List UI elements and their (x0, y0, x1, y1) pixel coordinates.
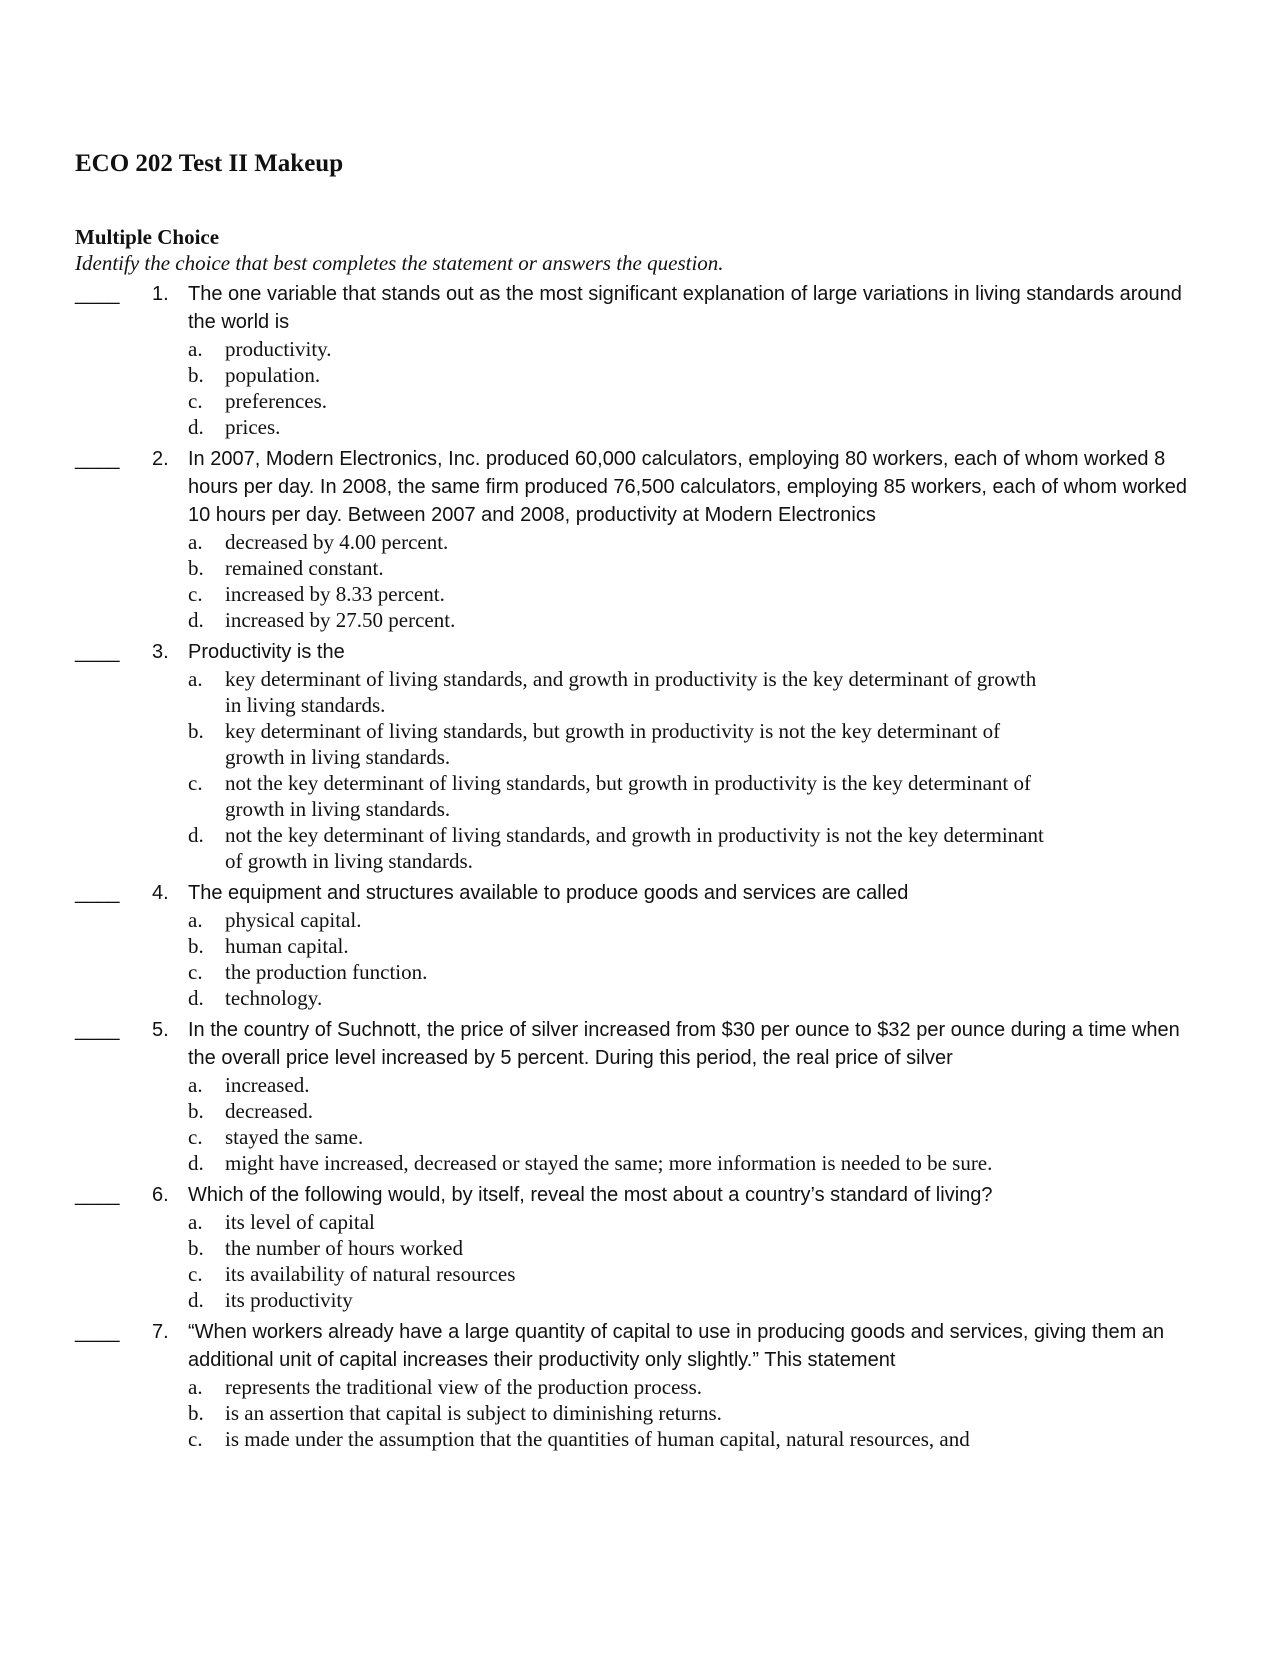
choice-list (0, 529, 1280, 633)
question-number: 7. (152, 1321, 169, 1343)
choice-list (0, 336, 1280, 440)
choice-text: the production function. (225, 960, 428, 984)
question-5 (0, 1016, 1280, 1176)
choice-item (188, 1209, 1280, 1235)
choice-item (188, 1287, 1280, 1313)
choice-item (188, 1150, 1280, 1176)
choice-list (0, 666, 1280, 874)
choice-text: remained constant. (225, 556, 384, 580)
choice-list (0, 1209, 1280, 1313)
choice-letter: b. (188, 363, 204, 387)
choice-text: technology. (225, 986, 323, 1010)
choice-item (188, 1261, 1280, 1287)
choice-text: physical capital. (225, 908, 362, 932)
choice-text: prices. (225, 415, 281, 439)
choice-item (188, 1426, 1280, 1452)
question-2 (0, 445, 1280, 633)
question-stem: In 2007, Modern Electronics, Inc. produced 60,000 calculators, employing 80 workers, each of whom worked 8 hours per day. In 2008, the same firm produced 76,500 calculators, employing 85 workers, each of whom worked 10 hours per day. Between 2007 and 2008, productivity at Modern Electronics (188, 448, 1188, 526)
section-instructions: Identify the choice that best completes the statement or answers the question. (75, 251, 724, 275)
choice-letter: b. (188, 1236, 204, 1260)
choice-letter: d. (188, 986, 204, 1010)
choice-item (188, 362, 1280, 388)
answer-blank[interactable]: ____ (75, 1321, 120, 1343)
choice-item (188, 581, 1280, 607)
choice-text: its productivity (225, 1288, 353, 1312)
choice-text: is an assertion that capital is subject to diminishing returns. (225, 1401, 722, 1425)
choice-item (188, 388, 1280, 414)
choice-text: not the key determinant of living standards, but growth in productivity is the key determinant of growth in living standards. (225, 771, 1031, 821)
choice-text: the number of hours worked (225, 1236, 463, 1260)
choice-text: stayed the same. (225, 1125, 364, 1149)
choice-text: increased by 8.33 percent. (225, 582, 445, 606)
question-stem: Which of the following would, by itself, reveal the most about a country’s standard of living? (188, 1184, 993, 1206)
question-stem: In the country of Suchnott, the price of silver increased from $30 per ounce to $32 per ounce during a time when the overall price level increased by 5 percent. During this period, the real price of silver (188, 1019, 1180, 1069)
choice-letter: c. (188, 1262, 203, 1286)
question-number: 6. (152, 1184, 169, 1206)
choice-item (188, 1072, 1280, 1098)
answer-blank[interactable]: ____ (75, 641, 120, 663)
choice-item (188, 822, 1280, 874)
choice-letter: c. (188, 1125, 203, 1149)
choice-letter: c. (188, 960, 203, 984)
question-6 (0, 1181, 1280, 1313)
choice-item (188, 1124, 1280, 1150)
choice-text: key determinant of living standards, but growth in productivity is not the key determinant of growth in living standards. (225, 719, 1001, 769)
choice-item (188, 529, 1280, 555)
choice-text: not the key determinant of living standards, and growth in productivity is not the key determinant of growth in living standards. (225, 823, 1044, 873)
choice-letter: b. (188, 934, 204, 958)
choice-item (188, 555, 1280, 581)
choice-text: preferences. (225, 389, 328, 413)
choice-letter: a. (188, 667, 203, 691)
choice-letter: d. (188, 415, 204, 439)
choice-letter: c. (188, 1427, 203, 1451)
question-stem: “When workers already have a large quantity of capital to use in producing goods and services, giving them an additional unit of capital increases their productivity only slightly.” This statement (188, 1321, 1165, 1371)
choice-letter: b. (188, 1099, 204, 1123)
choice-letter: a. (188, 1375, 203, 1399)
answer-blank[interactable]: ____ (75, 448, 120, 470)
choice-item (188, 414, 1280, 440)
choice-item (188, 770, 1280, 822)
question-stem: Productivity is the (188, 641, 345, 663)
choice-letter: b. (188, 719, 204, 743)
choice-item (188, 907, 1280, 933)
choice-list (0, 1374, 1280, 1452)
question-4 (0, 879, 1280, 1011)
choice-letter: a. (188, 530, 203, 554)
answer-blank[interactable]: ____ (75, 882, 120, 904)
choice-text: represents the traditional view of the production process. (225, 1375, 703, 1399)
choice-item (188, 1235, 1280, 1261)
choice-text: its availability of natural resources (225, 1262, 516, 1286)
choice-letter: d. (188, 1288, 204, 1312)
choice-item (188, 666, 1280, 718)
choice-list (0, 907, 1280, 1011)
question-stem: The one variable that stands out as the most significant explanation of large variations in living standards around the world is (188, 283, 1182, 333)
choice-item (188, 933, 1280, 959)
choice-item (188, 985, 1280, 1011)
answer-blank[interactable]: ____ (75, 283, 120, 305)
choice-text: increased by 27.50 percent. (225, 608, 456, 632)
choice-letter: b. (188, 556, 204, 580)
question-1 (0, 280, 1280, 440)
question-number: 1. (152, 283, 169, 305)
choice-text: population. (225, 363, 321, 387)
question-number: 5. (152, 1019, 169, 1041)
choice-text: is made under the assumption that the quantities of human capital, natural resources, and (225, 1427, 970, 1451)
choice-letter: c. (188, 389, 203, 413)
question-3 (0, 638, 1280, 874)
choice-item (188, 1374, 1280, 1400)
choice-letter: d. (188, 608, 204, 632)
question-number: 2. (152, 448, 169, 470)
choice-letter: d. (188, 823, 204, 847)
choice-item (188, 959, 1280, 985)
choice-item (188, 1098, 1280, 1124)
choice-item (188, 607, 1280, 633)
question-stem: The equipment and structures available to produce goods and services are called (188, 882, 909, 904)
choice-text: decreased by 4.00 percent. (225, 530, 449, 554)
document-title: ECO 202 Test II Makeup (75, 150, 344, 177)
choice-letter: c. (188, 771, 203, 795)
choice-text: might have increased, decreased or stayed the same; more information is needed to be sure. (225, 1151, 993, 1175)
choice-item (188, 336, 1280, 362)
question-number: 4. (152, 882, 169, 904)
choice-text: human capital. (225, 934, 349, 958)
choice-letter: c. (188, 582, 203, 606)
question-7 (0, 1318, 1280, 1452)
choice-text: productivity. (225, 337, 332, 361)
choice-letter: a. (188, 908, 203, 932)
choice-text: decreased. (225, 1099, 314, 1123)
choice-letter: a. (188, 337, 203, 361)
choice-letter: a. (188, 1210, 203, 1234)
question-number: 3. (152, 641, 169, 663)
choice-letter: a. (188, 1073, 203, 1097)
choice-text: its level of capital (225, 1210, 375, 1234)
section-heading: Multiple Choice (75, 225, 220, 249)
choice-item (188, 1400, 1280, 1426)
choice-text: increased. (225, 1073, 310, 1097)
choice-letter: d. (188, 1151, 204, 1175)
choice-text: key determinant of living standards, and growth in productivity is the key determinant of growth in living standards. (225, 667, 1037, 717)
choice-letter: b. (188, 1401, 204, 1425)
choice-item (188, 718, 1280, 770)
question-list (0, 280, 1280, 1457)
answer-blank[interactable]: ____ (75, 1184, 120, 1206)
choice-list (0, 1072, 1280, 1176)
answer-blank[interactable]: ____ (75, 1019, 120, 1041)
